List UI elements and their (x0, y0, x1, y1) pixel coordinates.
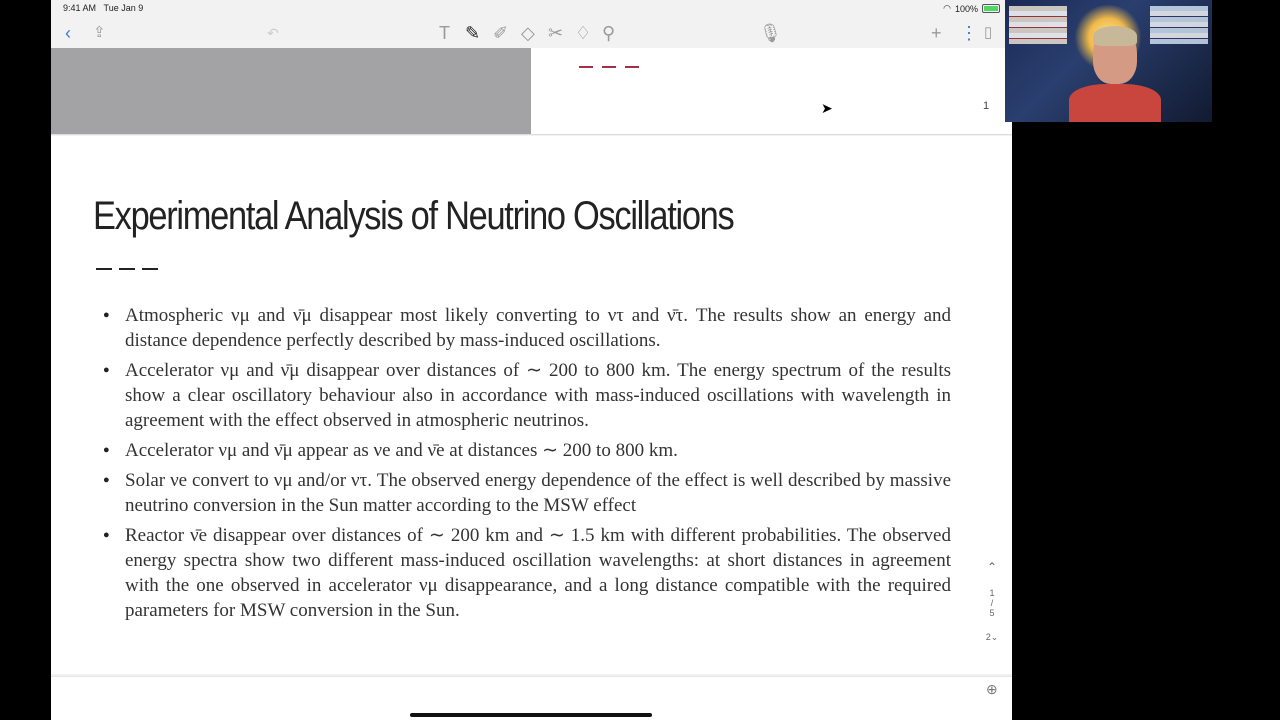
scroll-up-icon[interactable]: ⌃ (986, 560, 998, 574)
presenter-shirt (1069, 84, 1161, 122)
zoom-icon[interactable]: ⊕ (986, 681, 998, 697)
ipad-screen (51, 0, 1012, 720)
page-2 (51, 136, 1012, 674)
bullet-accelerator-appear: ● Accelerator νμ and ν̄μ appear as νe and ν̄e at distances ∼ 200 to 800 km. (103, 438, 951, 463)
bullet-solar: ● Solar νe convert to νμ and/or ντ. The observed energy dependence of the effect is well described by massive neutrino conversion in the Sun matter according to the MSW effect (103, 468, 951, 518)
battery-icon (982, 4, 1000, 13)
gray-image-block (51, 48, 531, 134)
pages-icon[interactable]: ▯ (984, 24, 993, 41)
mouse-cursor-icon: ➤ (821, 100, 833, 116)
status-right (943, 3, 1000, 14)
page-number: 1 (983, 100, 990, 112)
scroller-total: 5 (989, 608, 995, 618)
page-3-top (51, 676, 1012, 720)
page-scroller[interactable] (981, 560, 1003, 643)
shapes-icon[interactable]: ♢ (575, 23, 592, 43)
lasso-icon[interactable]: ✂ (548, 23, 564, 43)
wifi-icon: ◠ (943, 3, 951, 13)
scroller-separator: / (990, 598, 994, 608)
title-dash-divider (96, 268, 158, 270)
highlighter-icon[interactable]: ✐ (493, 23, 509, 43)
add-page-icon[interactable]: + (931, 23, 942, 43)
presenter-hair (1093, 26, 1137, 46)
zoom-tool-icon[interactable]: ⚲ (602, 23, 616, 43)
back-icon[interactable]: ‹ (65, 23, 71, 43)
home-indicator[interactable] (410, 713, 652, 717)
status-bar (51, 0, 1012, 18)
page-1 (51, 48, 1012, 135)
eraser-icon[interactable]: ◇ (521, 23, 535, 43)
more-icon[interactable]: ⋮ (960, 23, 978, 43)
pen-icon[interactable]: ✎ (465, 23, 481, 43)
bullet-accelerator-disappear: ● Accelerator νμ and ν̄μ disappear over distances of ∼ 200 to 800 km. The energy spectrum of the results show a clear oscillatory behaviour also in accordance with mass-induced oscillations with wavelength in agreement with the effect observed in atmospheric neutrinos. (103, 358, 951, 433)
poster-table-left (1009, 6, 1067, 44)
battery-percent: 100% (954, 3, 978, 14)
bullet-reactor: ● Reactor ν̄e disappear over distances of ∼ 200 km and ∼ 1.5 km with different probabilities. The observed energy spectra show two different mass-induced oscillation wavelengths: at short distances in agreement with the one observed in accelerator νμ disappearance, and a long distance compatible with the required parameters for MSW conversion in the Sun. (103, 523, 951, 623)
bullet-list (103, 303, 951, 628)
slide-title: Experimental Analysis of Neutrino Oscillations (93, 194, 734, 238)
undo-icon[interactable]: ↶ (267, 25, 279, 41)
scroller-current: 1 (989, 588, 995, 598)
scroll-down-icon[interactable]: ⌄ (990, 632, 999, 642)
toolbar (51, 18, 1012, 48)
presenter (1065, 24, 1165, 122)
share-icon[interactable]: ⇪ (93, 24, 106, 41)
microphone-icon[interactable]: 🎙 (759, 23, 782, 43)
scroller-next: 2 (985, 632, 991, 642)
red-dash-divider (579, 66, 639, 68)
bullet-atmospheric: ● Atmospheric νμ and ν̄μ disappear most likely converting to ντ and ν̄τ. The results show an energy and distance dependence perfectly described by mass-induced oscillations. (103, 303, 951, 353)
text-tool-icon[interactable]: T (439, 23, 450, 43)
status-time: 9:41 AM Tue Jan 9 (63, 3, 144, 13)
webcam-overlay (1005, 0, 1212, 122)
